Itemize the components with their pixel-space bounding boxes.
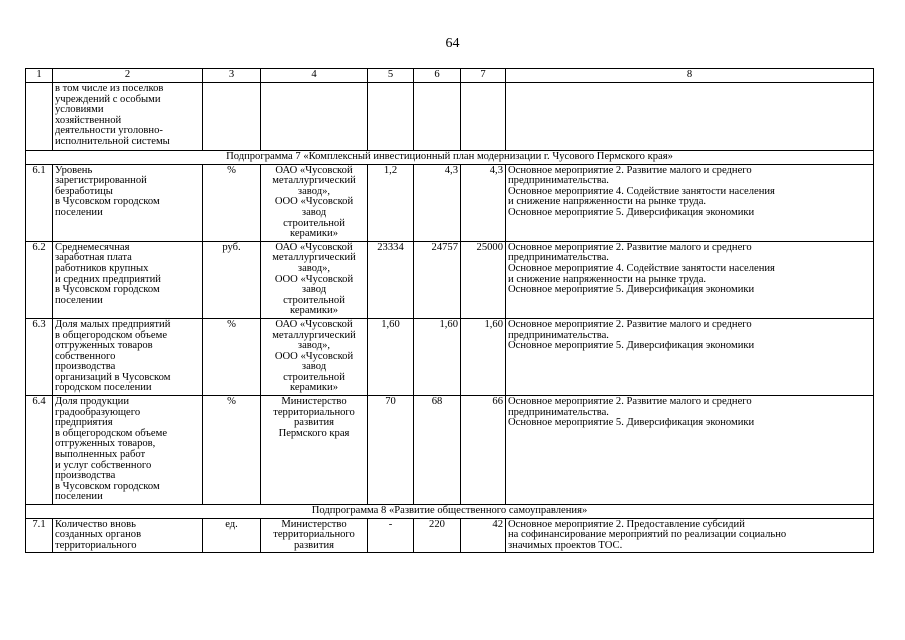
value-col-6: 1,60 — [414, 318, 461, 395]
subprogram-row — [26, 151, 874, 165]
value-col-6: 220 — [414, 518, 461, 553]
executor: Министерство территориального развития Пермского края — [261, 396, 368, 505]
value-col-7: 1,60 — [461, 318, 506, 395]
value-col-5: - — [368, 518, 414, 553]
executor: ОАО «Чусовской металлургический завод», ООО «Чусовской завод строительной керамики» — [261, 318, 368, 395]
value-col-5: 23334 — [368, 241, 414, 318]
value-col-5: 1,60 — [368, 318, 414, 395]
value-col-6: 68 — [414, 396, 461, 505]
value-col-7: 25000 — [461, 241, 506, 318]
value-col-5: 1,2 — [368, 164, 414, 241]
subprogram-7-title: Подпрограмма 7 «Комплексный инвестиционный план модернизации г. Чусового Пермского края» — [26, 151, 874, 165]
header-cell-4: 4 — [261, 69, 368, 83]
page-number: 64 — [445, 36, 460, 51]
value-col-7: 4,3 — [461, 164, 506, 241]
executor: Министерство территориального развития — [261, 518, 368, 553]
unit: руб. — [203, 241, 261, 318]
indicator-name: Уровень зарегистрированной безработицы в Чусовском городском поселении — [53, 164, 203, 241]
subprogram-8-title: Подпрограмма 8 «Развитие общественного самоуправления» — [26, 505, 874, 519]
continuation-executor-cell — [261, 83, 368, 151]
continuation-measures-cell — [506, 83, 874, 151]
measures: Основное мероприятие 2. Развитие малого и среднего предпринимательства. Основное мероприятие 4. Содействие занятости населения и снижение напряженности на рынке труда. Основное мероприятие 5. Диверсификация экономики — [506, 164, 874, 241]
row-number: 6.4 — [26, 396, 53, 505]
header-cell-8: 8 — [506, 69, 874, 83]
table-row — [26, 164, 874, 241]
header-cell-3: 3 — [203, 69, 261, 83]
indicator-name: Доля малых предприятий в общегородском объеме отгруженных товаров собственного производства организаций в Чусовском городском поселении — [53, 318, 203, 395]
unit: % — [203, 318, 261, 395]
header-cell-2: 2 — [53, 69, 203, 83]
continuation-row — [26, 83, 874, 151]
continuation-v5-cell — [368, 83, 414, 151]
header-cell-1: 1 — [26, 69, 53, 83]
table-row — [26, 518, 874, 553]
continuation-v6-cell — [414, 83, 461, 151]
value-col-6: 24757 — [414, 241, 461, 318]
executor: ОАО «Чусовской металлургический завод», ООО «Чусовской завод строительной керамики» — [261, 241, 368, 318]
indicators-table — [25, 68, 874, 553]
value-col-7: 42 — [461, 518, 506, 553]
header-cell-6: 6 — [414, 69, 461, 83]
value-col-7: 66 — [461, 396, 506, 505]
indicator-name: Доля продукции градообразующего предприятия в общегородском объеме отгруженных товаров, выполненных работ и услуг собственного производства в Чусовском городском поселении — [53, 396, 203, 505]
measures: Основное мероприятие 2. Развитие малого и среднего предпринимательства. Основное мероприятие 4. Содействие занятости населения и снижение напряженности на рынке труда. Основное мероприятие 5. Диверсификация экономики — [506, 241, 874, 318]
subprogram-row — [26, 505, 874, 519]
unit: % — [203, 164, 261, 241]
header-cell-7: 7 — [461, 69, 506, 83]
continuation-unit-cell — [203, 83, 261, 151]
continuation-indicator: в том числе из поселков учреждений с особыми условиями хозяйственной деятельности уголовно- исполнительной системы — [53, 83, 203, 151]
measures: Основное мероприятие 2. Предоставление субсидий на софинансирование мероприятий по реализации социально значимых проектов ТОС. — [506, 518, 874, 553]
table-row — [26, 396, 874, 505]
unit: % — [203, 396, 261, 505]
executor: ОАО «Чусовской металлургический завод», ООО «Чусовской завод строительной керамики» — [261, 164, 368, 241]
measures: Основное мероприятие 2. Развитие малого и среднего предпринимательства. Основное мероприятие 5. Диверсификация экономики — [506, 318, 874, 395]
continuation-num-cell — [26, 83, 53, 151]
header-cell-5: 5 — [368, 69, 414, 83]
indicator-name: Количество вновь созданных органов территориального — [53, 518, 203, 553]
row-number: 6.2 — [26, 241, 53, 318]
measures: Основное мероприятие 2. Развитие малого и среднего предпринимательства. Основное мероприятие 5. Диверсификация экономики — [506, 396, 874, 505]
unit: ед. — [203, 518, 261, 553]
table-row — [26, 241, 874, 318]
continuation-v7-cell — [461, 83, 506, 151]
value-col-6: 4,3 — [414, 164, 461, 241]
indicator-name: Среднемесячная заработная плата работников крупных и средних предприятий в Чусовском городском поселении — [53, 241, 203, 318]
row-number: 7.1 — [26, 518, 53, 553]
value-col-5: 70 — [368, 396, 414, 505]
header-row — [26, 69, 874, 83]
row-number: 6.1 — [26, 164, 53, 241]
row-number: 6.3 — [26, 318, 53, 395]
table-row — [26, 318, 874, 395]
